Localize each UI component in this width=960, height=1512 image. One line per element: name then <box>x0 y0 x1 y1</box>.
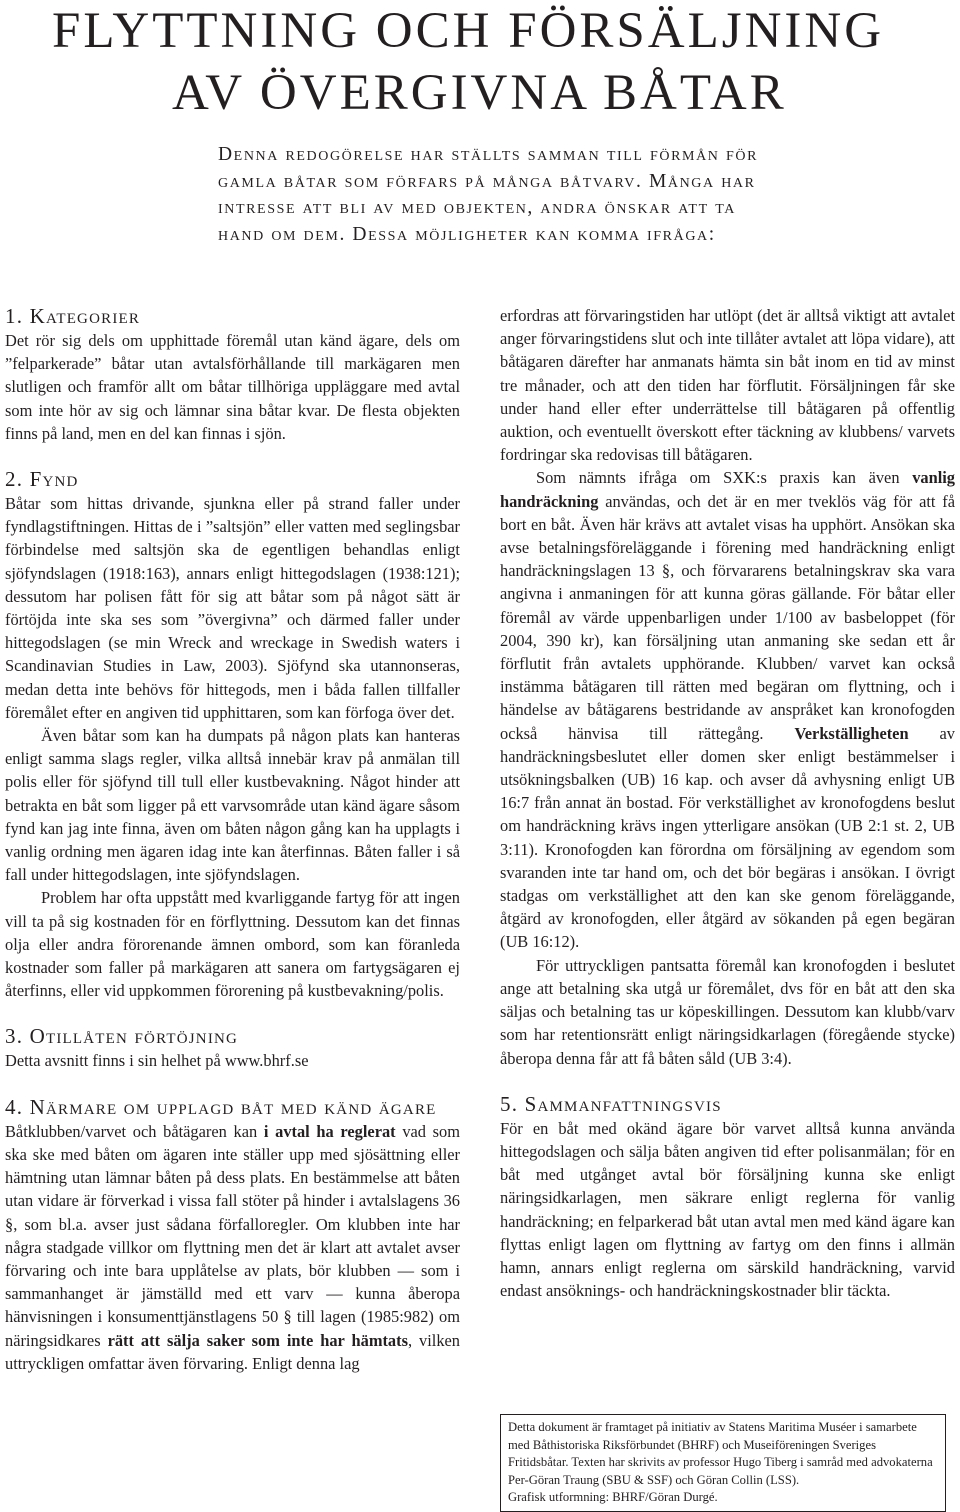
credits-text: Detta dokument är framtaget på initiativ av Statens Maritima Muséer i samarbete med Båthistoriska Riksförbundet (BHRF) och Museiföreningen Sveriges Fritidsbåtar. Texten har skrivits av professor Hugo Tiberg i samråd med advokaterna Per-Göran Traung (SBU & SSF) och Göran Collin (LSS). <box>508 1420 933 1487</box>
section-4-heading: 4. Närmare om upplagd båt med känd ägare <box>5 1094 437 1119</box>
section-4-emphasis-1: i avtal ha reglerat <box>263 1121 396 1141</box>
right-column <box>500 304 955 1302</box>
section-1-paragraph: Det rör sig dels om upphittade föremål utan känd ägare, dels om ”felparkerade” båtar utan avtalsförhållande till markägaren men slutligen och framför allt om båtar tillhöriga uppläggare med avtal som inte hör av sig och lämnar sina båtar kvar. De flesta objekten finns på land, men en del kan finnas i sjön. <box>5 331 460 443</box>
right-p2-emphasis-1: vanlig handräckning <box>500 468 955 511</box>
lead-paragraph: Denna redogörelse har ställts samman till förmån för gamla båtar som förfars på många båtvarv. Många har intresse att bli av med objekten, andra önskar att ta hand om dem. Dessa möjligheter kan komma ifråga: <box>218 144 759 245</box>
right-paragraph-1: erfordras att förvaringstiden har utlöpt (det är alltså viktigt att avtalet anger förvaringstidens slut och inte tillåter avtalet att löpa vidare), att båtägaren därefter har anmanats hämta sin båt inom en tid av minst tre månader, och att den tiden har förflutit. Försäljningen får ske under hand eller efter underrättelse till båtägaren på offentlig auktion, och eventuellt överskott efter täckning av klubbens/ varvets fordringar ska redovisas till båtägaren. <box>500 306 955 465</box>
credits-design: Grafisk utformning: BHRF/Göran Durgé. <box>508 1490 718 1504</box>
section-3-heading: 3. Otillåten förtöjning <box>5 1024 239 1049</box>
section-1-heading: 1. Kategorier <box>5 304 141 328</box>
section-3-paragraph: Detta avsnitt finns i sin helhet på www.bhrf.se <box>5 1051 309 1071</box>
right-paragraph-2 <box>500 466 955 953</box>
section-4-text-a: Båtklubben/varvet och båtägaren kan <box>5 1121 264 1141</box>
credits-box <box>500 1414 946 1512</box>
right-paragraph-3: För uttryckligen pantsatta föremål kan kronofogden i beslutet ange att betalning ska utgå ur föremålet, dvs för en båt att den ska säljas och betalning tas ur köpeskillingen. Dessutom kan klubb/varv som har retentionsrätt enligt näringsidkarlagen (föregående stycke) åberopa denna får att få båten såld (UB 3:4). <box>500 955 955 1068</box>
right-p2-text-e: av handräckningsbeslutet eller domen sker enligt bestämmelser i utsökningsbalken (UB) 16 kap. och avser då avhysning enligt UB 16:7 från annat än bostad. För verkställighet av kronofogdens beslut om handräckning krävs ingen ytterligare ansökan (UB 2:1 st. 2, UB 3:11). Kronofogden kan förordna om försäljning av egendom som svaranden inte tar hand om, och det bör begäras i ansökan. I övrigt stadgas om verkställighet att den kan ske genom föreläggande, åtgärd av kronofogden, eller åtgärd av sökanden på egen begäran (UB 16:12). <box>500 723 955 952</box>
section-2-paragraph-1: Båtar som hittas drivande, sjunkna eller på strand faller under fyndlagstiftningen. Hittas de i ”saltsjön” eller vatten med seglingsbar förbindelse med saltsjön ska de egentligen behandlas enligt sjöfyndslagen (1918:163), annars enligt hittegodslagen (1938:121); dessutom har polisen fått för sig att båtar som på något sätt är förtöjda inte ska ses som ”övergivna” och därmed faller under hittegodslagen (se min Wreck and wreckage in Swedish waters i Scandinavian Studies in Law, 2003). Sjöfynd ska utannonseras, medan detta inte behövs för hittegods, men i båda fallen tillfaller föremålet efter en angiven tid upphittaren, som kan förfoga över det. <box>5 494 460 722</box>
right-p2-emphasis-2: Verkställigheten <box>794 723 909 743</box>
left-column <box>5 304 460 1375</box>
section-5-paragraph: För en båt med okänd ägare bör varvet alltså kunna använda hittegodslagen och sälja båten angiven tid efter polisanmälan; för en båt med utgånget avtal bör försäljning kunna ske enligt näringsidkarlagen, men säkrare enligt reglerna för vanlig handräckning; en felparkerad båt utan avtal men med känd ägare kan flyttas enligt lagen om flyttning av fartyg om den finns i allmän hamn, annars enligt reglerna om särskild handräckning, varvid endast ansöknings- och handräckningskostnader blir täckta. <box>500 1118 955 1301</box>
title-line-1: FLYTTNING OCH FÖRSÄLJNING <box>52 3 885 59</box>
page-title <box>52 0 952 124</box>
title-line-2: AV ÖVERGIVNA BÅTAR <box>172 65 787 121</box>
section-4-text-c: vad som ska ske med båten om ägaren inte ställer upp med sjösättning eller hämtning utan lämnar båten på dess plats. En bestämmelse att båten utan vidare är förverkad i vissa fall stöter på hinder i avtalslagens 36 §, som bl.a. avser just sådana förfalloregler. Om klubben inte har några stadgade villkor om flyttning men det är klart att avtalet avser förvaring och inte bara upplåtelse av plats, bör klubben — som i sammanhanget är jämställd med ett varv — kunna åberopa hänvisningen i konsumenttjänstlagens 50 § till lagen (1985:982) om näringsidkares <box>5 1121 460 1350</box>
right-p2-text-c: användas, och det är en mer tveklös väg för att få bort en båt. Även här krävs att avtalet visas ha upphört. Ansökan ska avse betalningsföreläggande i förening med handräckning enligt handräckningslagen 13 §, och förvararens betalningskrav ska vara angivna i anmaningen för att kunna göras gällande. För båtar eller föremål av värde uppenbarligen under 1/100 av basbeloppet (för 2004, 390 kr), kan försäljning utan anmaning ske sedan ett år förflutit från avtalets upphörande. Klubben/ varvet kan också instämma båtägaren till rätten med begäran om flyttning, och i händelse av båtägarens bestridande av anspråket kan kronofogden också hänvisa till rättegång. <box>500 491 955 743</box>
section-4-emphasis-2: rätt att sälja saker som inte har hämtats <box>107 1330 408 1350</box>
section-2-paragraph-2: Även båtar som kan ha dumpats på någon plats kan hanteras enligt samma slags regler, vilka alltså innebär krav på anmälan till polis eller för sjöfynd till tull eller kustbevakning. Något hinder att betrakta en båt som ligger på ett varvsområde utan känd ägare såsom fynd kan jag inte finna, även om båten någon gång kan ha upplagts i vanlig ordning men ägaren idag inte kan återfinnas. Båten faller i så fall under hittegodslagen, inte sjöfyndslagen. <box>5 726 460 885</box>
section-2-heading: 2. Fynd <box>5 467 79 492</box>
right-p2-text-a: Som nämnts ifråga om SXK:s praxis kan även <box>536 468 913 488</box>
section-4-paragraph <box>5 1120 460 1375</box>
section-4-text-e: , vilken uttryckligen omfattar även förvaring. Enligt denna lag <box>5 1330 461 1373</box>
section-2-paragraph-3: Problem har ofta uppstått med kvarliggande fartyg för att ingen vill ta på sig kostnaden för en förflyttning. Dessutom kan det finnas olja eller andra förorenande ämnen ombord, som kan föranleda kostnader som faller på markägaren att sanera om fartygsägaren ej återfinns, eller vid uppkommen förorening på kustbevakning/polis. <box>5 888 460 1001</box>
section-5-heading: 5. Sammanfattningsvis <box>500 1091 722 1116</box>
